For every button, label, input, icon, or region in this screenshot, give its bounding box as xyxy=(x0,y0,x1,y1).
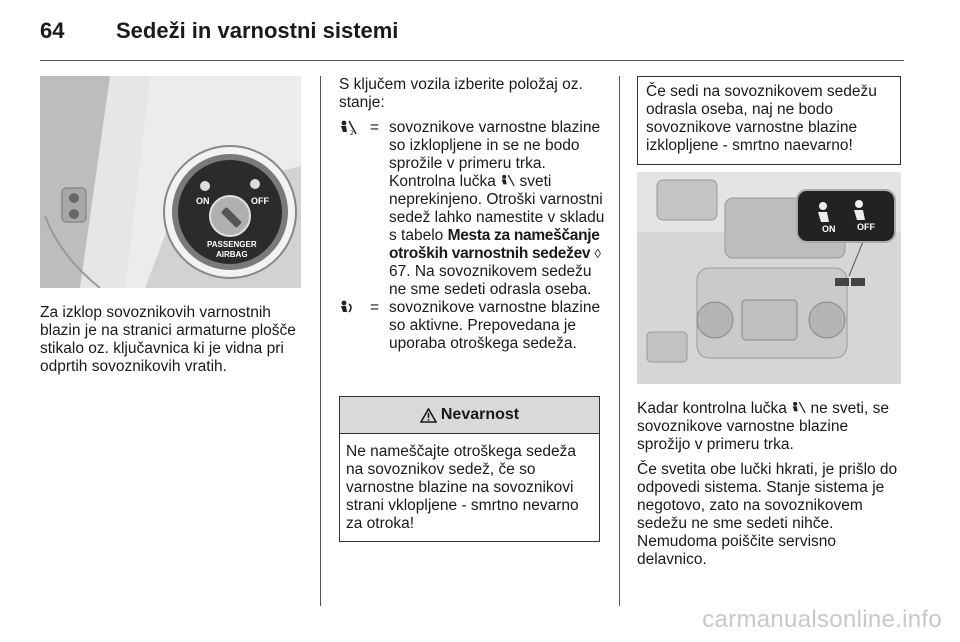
warning-text: Ne nameščajte otroškega sedeža na sovoznikov sedež, če so varnostne blazine na sovoznikovi strani vklopljene - smrtno nevarno za otroka! xyxy=(346,443,579,532)
page-reference-number[interactable]: 67 xyxy=(389,263,407,280)
adult-passenger-note: Če sedi na sovoznikovem sedežu odrasla oseba, naj ne bodo sovoznikove varnostne blazine izklopljene - smrtno naevarno! xyxy=(637,76,901,165)
child-seat-table-link[interactable]: Mesta za nameščanje otroških varnostnih sedežev xyxy=(389,227,600,262)
state-off-text-3: . Na sovoznikovem sedežu ne sme sedeti odrasla oseba. xyxy=(389,263,592,298)
column-3 xyxy=(637,400,903,576)
indicator-on-label: ON xyxy=(822,224,836,234)
column-1 xyxy=(40,304,305,383)
col3-paragraph-2: Če svetita obe lučki hkrati, je prišlo do odpovedi sistema. Stanje sistema je negotovo, zato na sovoznikovem sedežu ne sme sedeti nihče. Nemudoma poiščite servisno delavnico. xyxy=(637,461,898,568)
col3-p1-part-b: ne sveti, se sovoznikove varnostne blazine sprožijo v primeru trka. xyxy=(637,400,889,453)
col1-paragraph: Za izklop sovoznikovih varnostnih blazin je na stranici armaturne plošče stikalo oz. ključavnica ki je vidna pri odprtih sovoznikovih vratih. xyxy=(40,304,296,375)
column-2 xyxy=(339,76,605,353)
airbag-off-inline-icon-2 xyxy=(791,401,806,415)
airbag-on-icon xyxy=(339,300,361,316)
svg-text:2: 2 xyxy=(350,130,354,136)
switch-on-label: ON xyxy=(196,196,210,206)
airbag-switch-figure xyxy=(40,76,301,288)
state-off-equals: = xyxy=(370,119,380,136)
column-divider-1 xyxy=(320,76,321,606)
page-title: Sedeži in varnostni sistemi xyxy=(116,18,399,43)
header-rule xyxy=(40,60,904,61)
column-divider-2 xyxy=(619,76,620,606)
warning-triangle-icon xyxy=(420,408,437,423)
state-on-definition xyxy=(339,299,605,353)
indicator-off-label: OFF xyxy=(857,222,875,232)
danger-warning-box xyxy=(339,396,600,542)
page-number: 64 xyxy=(40,18,65,43)
state-off-text-1: sovoznikove varnostne blazine so izklopljene in se ne bodo sprožile v primeru trka. Kontrolna lučka xyxy=(389,119,601,190)
col3-p1-part-a: Kadar kontrolna lučka xyxy=(637,400,787,417)
airbag-off-inline-icon xyxy=(500,174,515,188)
col3-paragraph-1 xyxy=(637,400,903,454)
warning-title: Nevarnost xyxy=(440,406,520,423)
airbag-off-icon xyxy=(339,120,361,136)
col2-intro: S ključem vozila izberite položaj oz. stanje: xyxy=(339,76,583,111)
state-on-text: sovoznikove varnostne blazine so aktivne. Prepovedana je uporaba otroškega sedeža. xyxy=(389,299,601,352)
warning-header xyxy=(340,397,599,434)
switch-passenger-label: PASSENGER xyxy=(207,240,257,249)
page-reference-arrow: ◊ xyxy=(594,246,601,261)
state-off-text-2: sveti neprekinjeno. Otroški varnostni sedež lahko namestite v skladu s tabelo xyxy=(389,173,605,244)
switch-off-label: OFF xyxy=(251,196,269,206)
dashboard-indicator-figure xyxy=(637,172,901,384)
state-off-definition xyxy=(339,119,605,299)
state-on-equals: = xyxy=(370,299,380,316)
watermark: carmanualsonline.info xyxy=(702,606,942,633)
switch-airbag-label: AIRBAG xyxy=(216,250,248,259)
